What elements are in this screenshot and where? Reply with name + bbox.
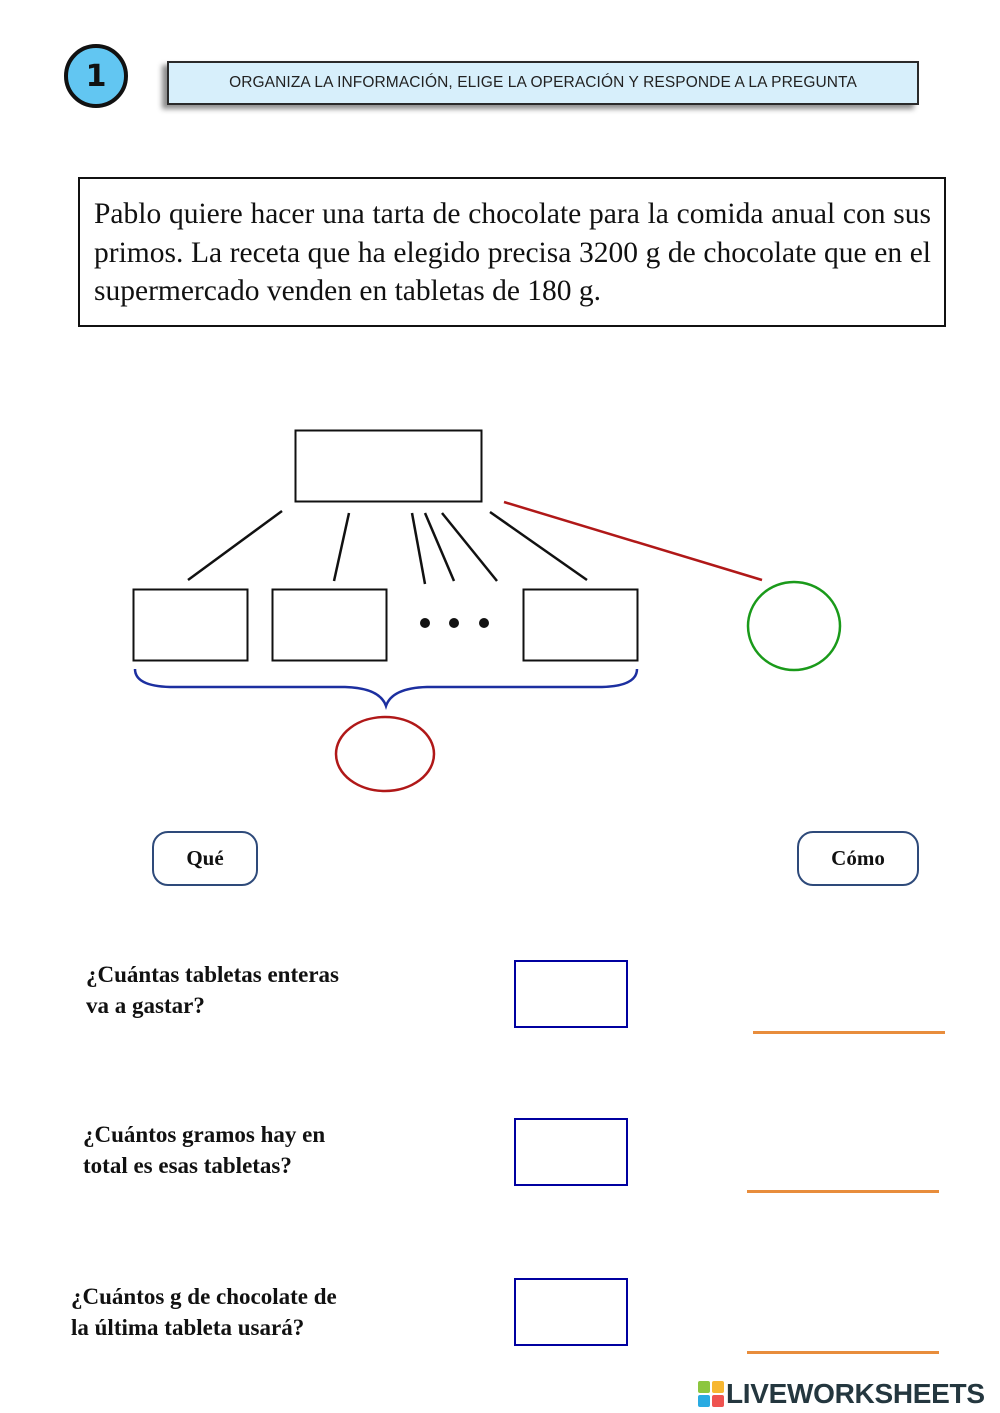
ellipsis-dot (479, 618, 489, 628)
question-3 (71, 1281, 337, 1343)
question-1-line2: va a gastar? (86, 993, 205, 1018)
answer-box-2[interactable] (514, 1118, 628, 1186)
diagram-top-box (296, 431, 482, 502)
quotient-brace (135, 669, 637, 706)
remainder-circle (748, 582, 840, 670)
diagram-group-box-2 (273, 590, 387, 661)
diagram-remainder-line (504, 502, 762, 580)
question-2-line1: ¿Cuántos gramos hay en (83, 1122, 326, 1147)
exercise-number: 1 (85, 58, 107, 94)
question-1 (86, 959, 339, 1021)
question-3-line2: la última tableta usará? (71, 1315, 305, 1340)
como-button[interactable] (797, 831, 919, 886)
question-3-line1: ¿Cuántos g de chocolate de (71, 1284, 337, 1309)
diagram-group-box-1 (134, 590, 248, 661)
problem-text: Pablo quiere hacer una tarta de chocolate para la comida anual con sus primos. La receta que ha elegido precisa 3200 g de chocolate que en el supermercado venden en tabletas de 180 g. (94, 198, 931, 307)
diagram-connector-line (188, 511, 282, 580)
como-button-label: Cómo (831, 846, 885, 870)
diagram-connector-line (334, 513, 349, 581)
liveworksheets-logo (698, 1378, 985, 1410)
liveworksheets-icon (698, 1381, 724, 1407)
liveworksheets-brand: LIVEWORKSHEETS (726, 1378, 985, 1409)
question-1-line1: ¿Cuántas tabletas enteras (86, 962, 339, 987)
answer-box-1[interactable] (514, 960, 628, 1028)
que-button-label: Qué (186, 846, 224, 870)
answer-box-3[interactable] (514, 1278, 628, 1346)
answer-line-1[interactable] (753, 1031, 945, 1034)
diagram-connector-line (412, 513, 425, 584)
answer-line-3[interactable] (747, 1351, 939, 1354)
question-2-line2: total es esas tabletas? (83, 1153, 292, 1178)
diagram-group-box-last (524, 590, 638, 661)
ellipsis-dot (420, 618, 430, 628)
que-button[interactable] (152, 831, 258, 886)
question-2 (83, 1119, 325, 1181)
ellipsis-dot (449, 618, 459, 628)
answer-line-2[interactable] (747, 1190, 939, 1193)
quotient-circle (336, 717, 434, 791)
instruction-text: ORGANIZA LA INFORMACIÓN, ELIGE LA OPERACIÓN Y RESPONDE A LA PREGUNTA (229, 74, 857, 91)
